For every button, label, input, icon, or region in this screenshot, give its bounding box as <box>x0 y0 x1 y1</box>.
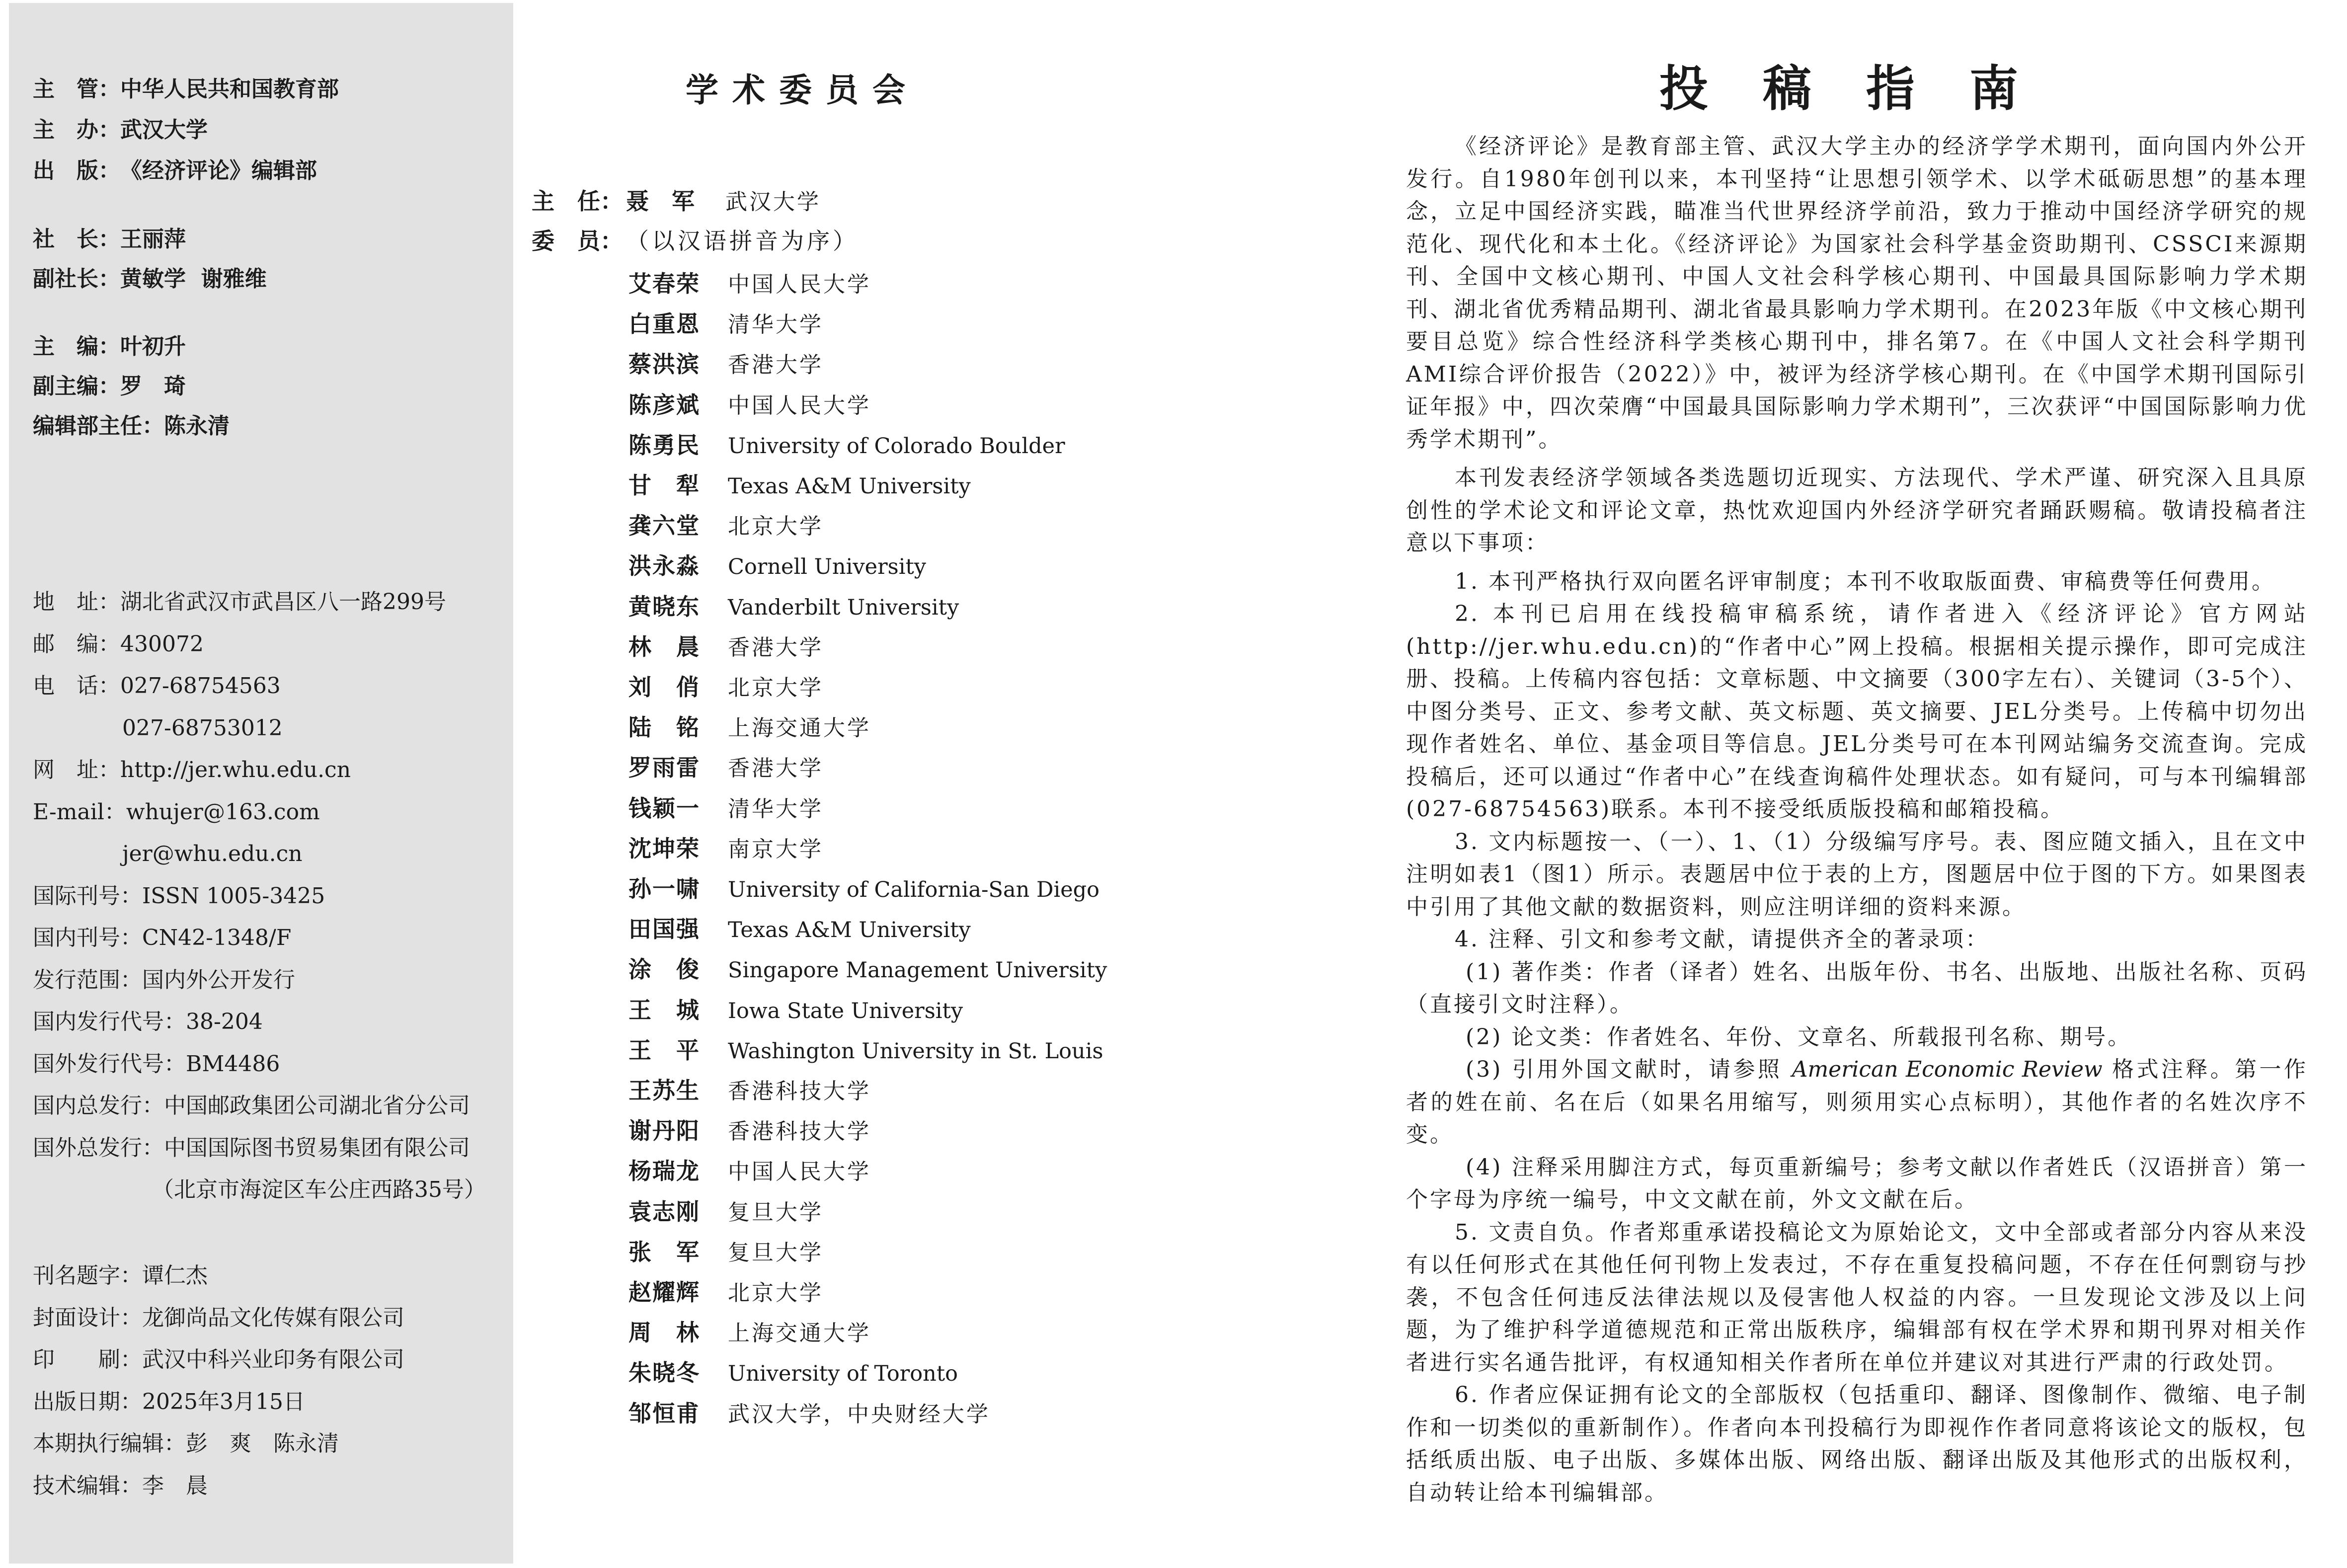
members-label: 委 员： <box>532 228 623 254</box>
member-name: 周 林 <box>628 1319 700 1346</box>
committee-member <box>628 752 823 784</box>
committee-member <box>628 268 871 300</box>
member-affiliation: Texas A&M University <box>728 474 971 499</box>
member-name: 王苏生 <box>628 1077 700 1104</box>
committee-member <box>628 591 959 623</box>
contact-row <box>33 713 283 743</box>
field-label: 地 址： <box>33 589 120 615</box>
field-label: E-mail： <box>33 799 126 825</box>
credit-row <box>33 1471 208 1501</box>
member-affiliation: 复旦大学 <box>728 1240 823 1265</box>
contact-row <box>33 1133 470 1163</box>
member-affiliation: 上海交通大学 <box>728 1321 871 1346</box>
member-name: 赵耀辉 <box>628 1279 700 1306</box>
guide-item-6: 6. 作者应保证拥有论文的全部版权（包括重印、翻译、图像制作、微缩、电子制作和一切类似的重新制作）。作者向本刊投稿行为即视作作者同意将该论文的版权，包括纸质出版、电子出版、多媒体出版、网络出版、翻译出版及其他形式的出版权利，自动转让给本刊编辑部。 <box>1406 1382 2308 1505</box>
committee-member <box>628 631 823 663</box>
field-value: BM4486 <box>186 1051 280 1077</box>
committee-member <box>628 550 926 582</box>
field-label: 电 话： <box>33 673 120 699</box>
member-name: 杨瑞龙 <box>628 1158 700 1185</box>
field-value: 38-204 <box>186 1009 263 1034</box>
field-label: 本期执行编辑： <box>33 1431 186 1456</box>
guide-item-3: 3. 文内标题按一、（一）、1、（1）分级编写序号。表、图应随文插入，且在文中注明如表1（图1）所示。表题居中位于表的上方，图题居中位于图的下方。如果图表中引用了其他文献的数据资料，则应注明详细的资料来源。 <box>1406 829 2308 920</box>
guide-item-4-3 <box>1406 1053 2308 1151</box>
member-name: 蔡洪滨 <box>628 351 700 378</box>
member-name: 洪永淼 <box>628 552 700 580</box>
field-value: jer@whu.edu.cn <box>122 841 303 866</box>
committee-title: 学术委员会 <box>686 71 919 109</box>
field-value: whujer@163.com <box>126 799 320 825</box>
president-row <box>33 225 186 254</box>
member-affiliation: 上海交通大学 <box>728 715 871 741</box>
field-label: 社 长： <box>33 227 120 252</box>
member-name: 王 平 <box>628 1036 700 1064</box>
member-affiliation: 北京大学 <box>728 1280 823 1306</box>
member-name: 涂 俊 <box>628 956 700 983</box>
field-label: 印 刷： <box>33 1347 142 1372</box>
member-name: 甘 犁 <box>628 472 700 499</box>
field-value: 龙御尚品文化传媒有限公司 <box>142 1305 404 1331</box>
field-value: 430072 <box>120 631 204 657</box>
contact-row <box>33 629 204 659</box>
field-label: 主 管： <box>33 77 120 102</box>
field-value: 中国国际图书贸易集团有限公司 <box>164 1135 470 1161</box>
committee-member <box>628 349 823 381</box>
member-affiliation: Texas A&M University <box>728 918 971 943</box>
member-name: 刘 俏 <box>628 674 700 701</box>
member-affiliation: 复旦大学 <box>728 1199 823 1225</box>
committee-member <box>628 1277 823 1309</box>
contact-row <box>33 965 295 995</box>
committee-member <box>628 1237 823 1268</box>
guide-title: 投稿指南 <box>1659 61 2073 117</box>
field-label: 刊名题字： <box>33 1263 142 1288</box>
field-value: 叶初升 <box>120 334 186 359</box>
member-affiliation: University of Colorado Boulder <box>728 433 1065 459</box>
member-name: 钱颖一 <box>628 794 700 822</box>
chair-affiliation: 武汉大学 <box>725 189 821 215</box>
contact-row <box>33 797 320 827</box>
field-label: 技术编辑： <box>33 1473 142 1498</box>
member-name: 朱晓冬 <box>628 1359 700 1387</box>
committee-member <box>628 954 1107 986</box>
field-label: 出 版： <box>33 158 120 183</box>
contact-row <box>33 839 303 869</box>
committee-member <box>628 430 1065 462</box>
field-value: 武汉大学 <box>120 117 208 143</box>
member-affiliation: 香港大学 <box>728 352 823 378</box>
member-affiliation: 清华大学 <box>728 796 823 822</box>
guide-item-4-4: (4) 注释采用脚注方式，每页重新编号；参考文献以作者姓氏（汉语拼音）第一个字母为序统一编号，中文文献在前，外文文献在后。 <box>1406 1154 2308 1212</box>
field-label: 副主编： <box>33 374 120 399</box>
vice-president-row <box>33 264 267 294</box>
guide-item-1: 1. 本刊严格执行双向匿名评审制度；本刊不收取版面费、审稿费等任何费用。 <box>1455 568 2275 594</box>
member-affiliation: 香港科技大学 <box>728 1079 871 1104</box>
field-value: 王丽萍 <box>120 227 186 252</box>
committee-member <box>628 510 823 542</box>
field-value: 2025年3月15日 <box>142 1389 305 1414</box>
field-label: 封面设计： <box>33 1305 142 1331</box>
member-name: 谢丹阳 <box>628 1117 700 1145</box>
field-value: CN42-1348/F <box>142 925 292 950</box>
member-affiliation: 中国人民大学 <box>728 1159 871 1185</box>
member-affiliation: Iowa State University <box>728 998 963 1023</box>
guide-item-4-1: (1) 著作类：作者（译者）姓名、出版年份、书名、出版地、出版社名称、页码（直接引文时注释）。 <box>1406 959 2308 1017</box>
guide-item-5: 5. 文责自负。作者郑重承诺投稿论文为原始论文，文中全部或者部分内容从来没有以任何形式在其他任何刊物上发表过，不存在重复投稿问题，不存在任何剽窃与抄袭，不包含任何违反法律法规以及侵害他人权益的内容。一旦发现论文涉及以上问题，为了维护科学道德规范和正常出版秩序，编辑部有权在学术界和期刊界对相关作者进行实名通告批评，有权通知相关作者所在单位并建议对其进行严肃的行政处罚。 <box>1406 1219 2308 1375</box>
credit-row <box>33 1261 208 1291</box>
member-affiliation: 南京大学 <box>728 836 823 862</box>
contact-row <box>33 923 291 953</box>
guide-item-4-2: (2) 论文类：作者姓名、年份、文章名、所载报刊名称、期号。 <box>1466 1024 2132 1050</box>
member-name: 袁志刚 <box>628 1198 700 1225</box>
committee-member <box>628 793 823 825</box>
publisher-row <box>33 156 317 186</box>
guide-item-4: 4. 注释、引文和参考文献，请提供齐全的著录项： <box>1455 927 1989 952</box>
sponsor-row <box>33 115 208 145</box>
field-value: 陈永清 <box>164 413 230 439</box>
field-value: 罗 琦 <box>120 374 186 399</box>
field-label: 国际刊号： <box>33 883 142 909</box>
member-affiliation: 北京大学 <box>728 675 823 701</box>
member-affiliation: Washington University in St. Louis <box>728 1038 1103 1064</box>
field-value: http://jer.whu.edu.cn <box>120 757 351 783</box>
member-affiliation: 香港大学 <box>728 756 823 782</box>
field-value: 027-68754563 <box>120 673 281 699</box>
member-name: 孙一啸 <box>628 875 700 902</box>
field-value: 《经济评论》编辑部 <box>120 158 317 183</box>
field-value: 国内外公开发行 <box>142 967 295 993</box>
member-affiliation: University of California-San Diego <box>728 877 1100 902</box>
field-value: 彭 爽 陈永清 <box>186 1431 339 1456</box>
member-name: 白重恩 <box>628 311 700 338</box>
member-affiliation: Singapore Management University <box>728 958 1107 983</box>
committee-member <box>628 1115 871 1147</box>
field-value: 黄敏学 谢雅维 <box>120 266 267 292</box>
committee-member <box>628 1357 958 1389</box>
member-affiliation: 香港大学 <box>728 634 823 660</box>
member-name: 张 军 <box>628 1238 700 1265</box>
committee-member <box>628 914 971 945</box>
field-value: 中国邮政集团公司湖北省分公司 <box>164 1093 470 1118</box>
field-label: 国内刊号： <box>33 925 142 950</box>
member-name: 艾春荣 <box>628 270 700 297</box>
guide-body <box>1406 130 2308 1509</box>
committee-members-header <box>532 226 859 256</box>
committee-member <box>628 1156 871 1187</box>
item-4-3-suffix: 格式注释。第一作者的姓在前、名在后（如果名用缩写，则须用实心点标明），其他作者的名姓次序不变。 <box>1406 1057 2308 1147</box>
committee-member <box>628 1035 1103 1067</box>
editor-in-chief-row <box>33 332 186 362</box>
guide-intro-paragraph-2: 本刊发表经济学领域各类选题切近现实、方法现代、学术严谨、研究深入且具原创性的学术论文和评论文章，热忱欢迎国内外经济学研究者踊跃赐稿。敬请投稿者注意以下事项： <box>1406 465 2308 555</box>
committee-chair-row <box>532 186 821 218</box>
contact-row <box>33 587 446 617</box>
field-value: 中华人民共和国教育部 <box>120 77 339 102</box>
committee-member <box>628 1196 823 1228</box>
committee-member <box>628 1398 990 1430</box>
field-label: 邮 编： <box>33 631 120 657</box>
chair-label: 主 任： <box>532 188 623 215</box>
field-label: 副社长： <box>33 266 120 292</box>
committee-member <box>628 833 823 865</box>
credit-row <box>33 1303 404 1333</box>
committee-member <box>628 712 871 744</box>
committee-member <box>628 470 971 502</box>
committee-member <box>628 672 823 704</box>
deputy-editor-row <box>33 372 186 401</box>
member-affiliation: Vanderbilt University <box>728 595 959 620</box>
guide-intro-paragraph: 《经济评论》是教育部主管、武汉大学主办的经济学学术期刊，面向国内外公开发行。自1980年创刊以来，本刊坚持“让思想引领学术、以学术砥砺思想”的基本理念，立足中国经济实践，瞄准当代世界经济学前沿，致力于推动中国经济学研究的规范化、现代化和本土化。《经济评论》为国家社会科学基金资助期刊、CSSCI来源期刊、全国中文核心期刊、中国人文社会科学核心期刊、中国最具国际影响力学术期刊、湖北省优秀精品期刊、湖北省最具影响力学术期刊。在2023年版《中文核心期刊要目总览》综合性经济科学类核心期刊中，排名第7。在《中国人文社会科学期刊AMI综合评价报告（2022）》中，被评为经济学核心期刊。在《中国学术期刊国际引证年报》中，四次荣膺“中国最具国际影响力学术期刊”，三次获评“中国国际影响力优秀学术期刊”。 <box>1406 134 2308 452</box>
member-name: 龚六堂 <box>628 512 700 540</box>
member-name: 陈勇民 <box>628 431 700 459</box>
journal-name: American Economic Review <box>1792 1057 2103 1082</box>
field-value: 谭仁杰 <box>142 1263 208 1288</box>
member-name: 罗雨雷 <box>628 754 700 782</box>
member-affiliation: 清华大学 <box>728 312 823 338</box>
chair-name: 聂 军 <box>626 188 695 215</box>
committee-member <box>628 1317 871 1349</box>
contact-row <box>33 881 325 911</box>
member-affiliation: 武汉大学，中央财经大学 <box>728 1401 990 1427</box>
contact-row <box>33 755 351 785</box>
member-affiliation: 北京大学 <box>728 514 823 540</box>
member-affiliation: 中国人民大学 <box>728 392 871 418</box>
field-label: 国内发行代号： <box>33 1009 186 1034</box>
committee-member <box>628 873 1099 905</box>
member-affiliation: 香港科技大学 <box>728 1119 871 1145</box>
field-value: 武汉中科兴业印务有限公司 <box>142 1347 404 1372</box>
member-name: 沈坤荣 <box>628 835 700 862</box>
committee-member <box>628 390 871 421</box>
contact-row <box>33 1007 263 1037</box>
field-label: 国内总发行： <box>33 1093 164 1118</box>
committee-member <box>628 1075 871 1107</box>
contact-row <box>33 1175 486 1205</box>
member-affiliation: Cornell University <box>728 554 927 580</box>
field-value: （北京市海淀区车公庄西路35号） <box>152 1177 486 1202</box>
field-label: 出版日期： <box>33 1389 142 1414</box>
committee-member <box>628 995 963 1026</box>
field-label: 主 办： <box>33 117 120 143</box>
member-name: 田国强 <box>628 916 700 943</box>
member-affiliation: University of Toronto <box>728 1361 958 1387</box>
member-name: 王 城 <box>628 996 700 1023</box>
credit-row <box>33 1345 404 1375</box>
contact-row <box>33 1091 470 1121</box>
office-director-row <box>33 411 230 441</box>
field-label: 主 编： <box>33 334 120 359</box>
member-name: 陆 铭 <box>628 714 700 741</box>
members-note: （以汉语拼音为序） <box>626 228 859 254</box>
field-value: ISSN 1005-3425 <box>142 883 325 909</box>
field-label: 编辑部主任： <box>33 413 164 439</box>
contact-row <box>33 671 281 701</box>
field-label: 国外发行代号： <box>33 1051 186 1077</box>
member-name: 邹恒甫 <box>628 1400 700 1427</box>
field-value: 027-68753012 <box>122 715 283 741</box>
contact-row <box>33 1049 280 1079</box>
field-value: 湖北省武汉市武昌区八一路299号 <box>120 589 446 615</box>
field-label: 网 址： <box>33 757 120 783</box>
committee-member <box>628 309 823 340</box>
credit-row <box>33 1429 339 1459</box>
member-name: 林 晨 <box>628 633 700 660</box>
field-label: 发行范围： <box>33 967 142 993</box>
field-label: 国外总发行： <box>33 1135 164 1161</box>
guide-item-2: 2. 本刊已启用在线投稿审稿系统，请作者进入《经济评论》官方网站(http://jer.whu.edu.cn)的“作者中心”网上投稿。根据相关提示操作，即可完成注册、投稿。上传稿内容包括：文章标题、中文摘要（300字左右）、关键词（3-5个）、中图分类号、正文、参考文献、英文标题、英文摘要、JEL分类号。上传稿中切勿出现作者姓名、单位、基金项目等信息。JEL分类号可在本刊网站编务交流查询。完成投稿后，还可以通过“作者中心”在线查询稿件处理状态。如有疑问，可与本刊编辑部(027-68754563)联系。本刊不接受纸质版投稿和邮箱投稿。 <box>1406 601 2308 822</box>
member-name: 黄晓东 <box>628 593 700 620</box>
member-name: 陈彦斌 <box>628 391 700 418</box>
item-4-3-prefix: (3) 引用外国文献时，请参照 <box>1466 1057 1792 1082</box>
supervisor-row <box>33 75 339 104</box>
member-affiliation: 中国人民大学 <box>728 272 871 297</box>
credit-row <box>33 1387 305 1417</box>
field-value: 李 晨 <box>142 1473 208 1498</box>
